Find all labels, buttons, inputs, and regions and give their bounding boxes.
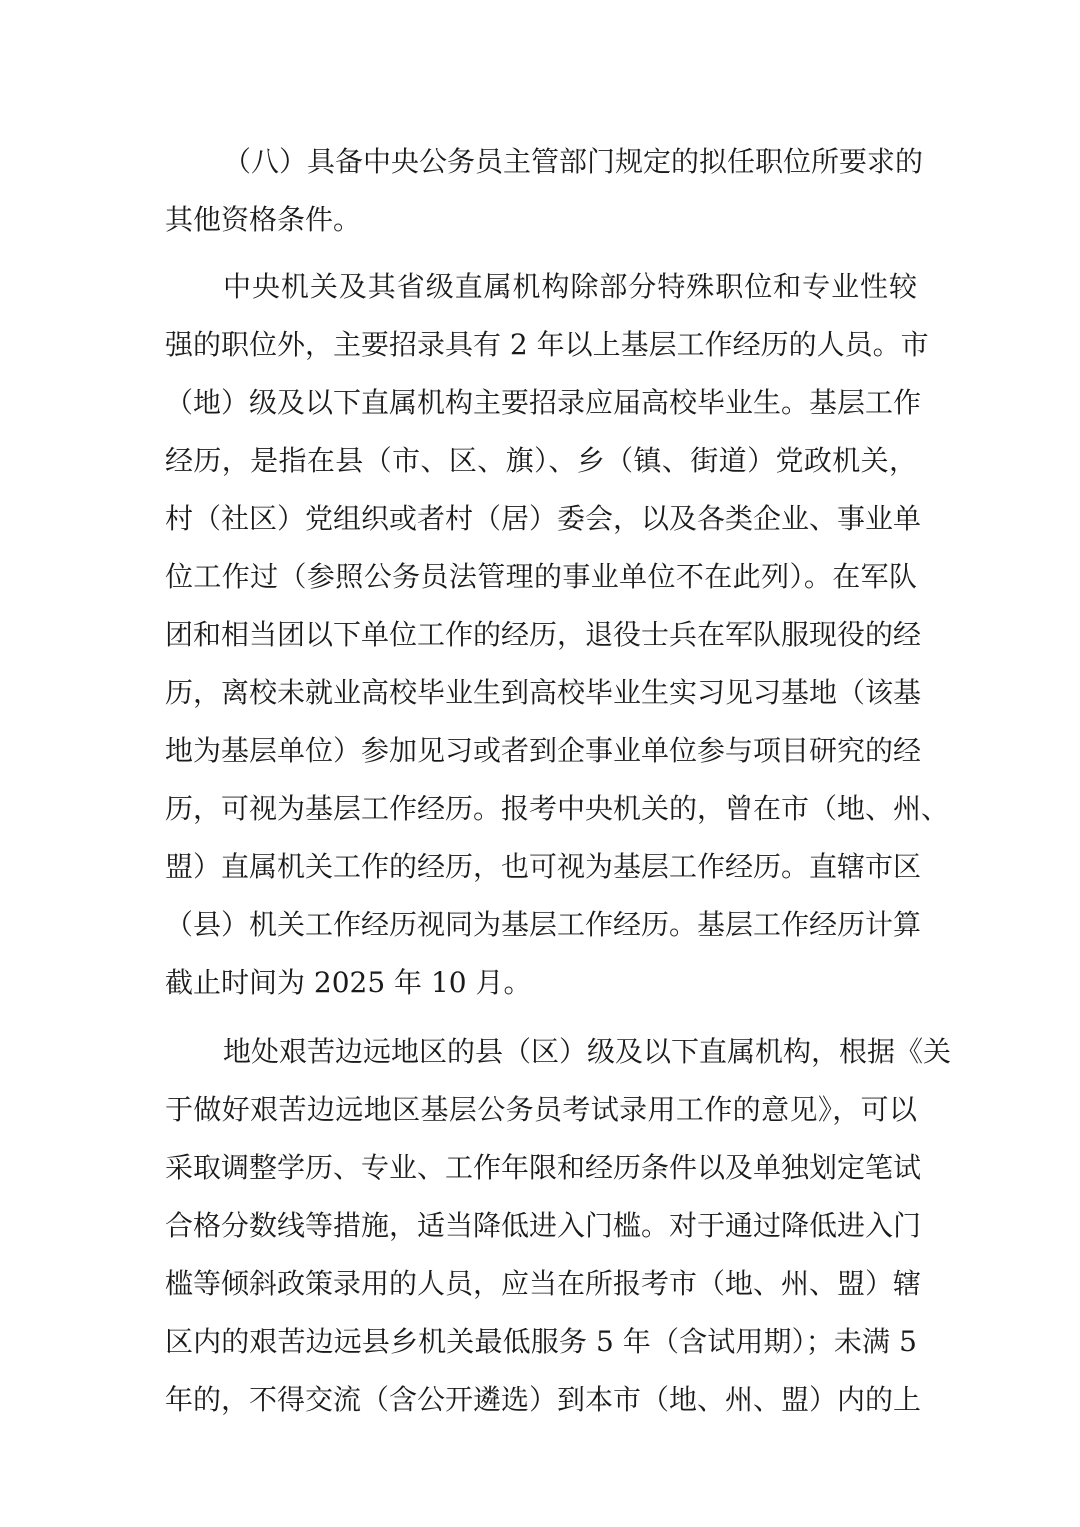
paragraph-line: （县）机关工作经历视同为基层工作经历。基层工作经历计算: [165, 908, 922, 941]
paragraph-remote-areas: [165, 1023, 952, 1429]
paragraph-line: 区内的艰苦边远县乡机关最低服务 5 年（含试用期）；未满 5: [165, 1325, 917, 1358]
paragraph-line: 年的，不得交流（含公开遴选）到本市（地、州、盟）内的上: [165, 1383, 922, 1416]
paragraph-line: （八）具备中央公务员主管部门规定的拟任职位所要求的: [223, 145, 924, 178]
paragraph-line: 中央机关及其省级直属机构除部分特殊职位和专业性较: [223, 270, 917, 303]
paragraph-line: 经历，是指在县（市、区、旗）、乡（镇、街道）党政机关，: [165, 444, 917, 477]
paragraph-line: 团和相当团以下单位工作的经历，退役士兵在军队服现役的经: [165, 618, 922, 651]
paragraph-line: 强的职位外，主要招录具有 2 年以上基层工作经历的人员。市: [165, 328, 929, 361]
paragraph-line: 截止时间为 2025 年 10 月。: [165, 966, 532, 999]
paragraph-line: 村（社区）党组织或者村（居）委会，以及各类企业、事业单: [165, 502, 922, 535]
paragraph-line: （地）级及以下直属机构主要招录应届高校毕业生。基层工作: [165, 386, 922, 419]
paragraph-grassroots-experience: [165, 258, 950, 1012]
paragraph-line: 槛等倾斜政策录用的人员，应当在所报考市（地、州、盟）辖: [165, 1267, 922, 1300]
paragraph-line: 历，离校未就业高校毕业生到高校毕业生实习见习基地（该基: [165, 676, 922, 709]
paragraph-8: [165, 133, 924, 249]
paragraph-line: 合格分数线等措施，适当降低进入门槛。对于通过降低进入门: [165, 1209, 922, 1242]
paragraph-line: 采取调整学历、专业、工作年限和经历条件以及单独划定笔试: [165, 1151, 922, 1184]
paragraph-line: 历，可视为基层工作经历。报考中央机关的，曾在市（地、州、: [165, 792, 950, 825]
paragraph-line: 地为基层单位）参加见习或者到企事业单位参与项目研究的经: [165, 734, 922, 767]
paragraph-line: 于做好艰苦边远地区基层公务员考试录用工作的意见》，可以: [165, 1093, 917, 1126]
paragraph-line: 其他资格条件。: [165, 203, 362, 236]
paragraph-line: 位工作过（参照公务员法管理的事业单位不在此列）。在军队: [165, 560, 917, 593]
paragraph-line: 盟）直属机关工作的经历，也可视为基层工作经历。直辖市区: [165, 850, 922, 883]
paragraph-line: 地处艰苦边远地区的县（区）级及以下直属机构，根据《关: [223, 1035, 952, 1068]
